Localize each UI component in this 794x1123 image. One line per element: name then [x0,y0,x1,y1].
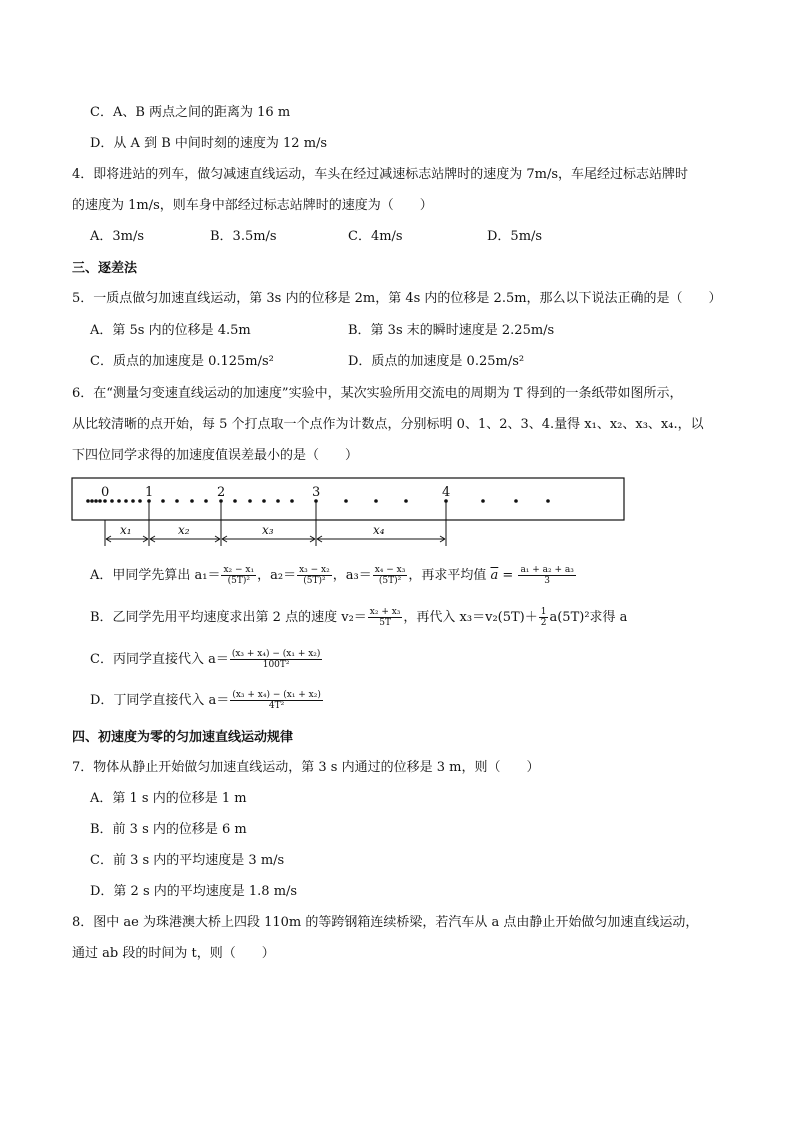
tape-dot [344,499,348,503]
tape-label-4: 4 [442,485,451,500]
q6-option-d: D．丁同学直接代入 a＝ $\frac{\text{(x₃ + x₄) − (x₁ + x₂)}}{\text{4T²}}$ [90,690,321,711]
tape-dot [546,499,550,503]
tape-dot [233,499,237,503]
paper-tape-figure [70,476,630,548]
q7-option-d: D．第 2 s 内的平均速度是 1.8 m/s [90,884,298,899]
tape-dot [262,499,266,503]
q5-option-a: A．第 5s 内的位移是 4.5m [90,323,251,338]
tape-dot [117,499,121,503]
tape-label-0: 0 [101,485,110,500]
q6-stem-line3: 下四位同学求得的加速度值误差最小的是（ ） [72,448,359,463]
tape-dot [248,499,252,503]
q8-stem-line2: 通过 ab 段的时间为 t，则（ ） [72,946,275,961]
x3-label: x₃ [262,523,274,537]
q4-stem-line1: 4．即将进站的列车，做匀减速直线运动，车头在经过减速标志站牌时的速度为 7m/s，车尾经过标志站牌时 [72,167,689,182]
q5-option-d: D．质点的加速度是 0.25m/s² [348,354,525,369]
tape-dot [276,499,280,503]
q5-option-c: C．质点的加速度是 0.125m/s² [90,354,274,369]
q4-stem-line2: 的速度为 1m/s，则车身中部经过标志站牌时的速度为（ ） [72,198,433,213]
q4-option-a: A．3m/s [90,229,145,244]
q6-option-b: B．乙同学先用平均速度求出第 2 点的速度 v₂＝ $\frac{\text{x₂ + x₃}}{5T}$ ，再代入 x₃＝v₂(5T)＋ $\frac{1}{2}$ a(5T)²求得 a [90,607,628,628]
tape-dot [481,499,485,503]
tape-dot [124,499,128,503]
q8-stem-line1: 8．图中 ae 为珠港澳大桥上四段 110m 的等跨钢箱连续桥梁，若汽车从 a 点由静止开始做匀加速直线运动， [72,915,699,930]
tape-dot [110,499,114,503]
q5-stem: 5．一质点做匀加速直线运动，第 3s 内的位移是 2m，第 4s 内的位移是 2.5m，那么以下说法正确的是（ ） [72,291,722,306]
section-heading-3: 三、逐差法 [72,261,138,276]
tape-dot [404,499,408,503]
x1-label: x₁ [120,523,132,537]
q3-option-d: D．从 A 到 B 中间时刻的速度为 12 m/s [90,136,328,151]
q7-option-a: A．第 1 s 内的位移是 1 m [90,791,247,806]
tape-dot [514,499,518,503]
tape-dot [161,499,165,503]
q7-stem: 7．物体从静止开始做匀加速直线运动，第 3 s 内通过的位移是 3 m，则（ ） [72,760,540,775]
tape-dot [204,499,208,503]
q6-option-c: C．丙同学直接代入 a＝ $\frac{\text{(x₃ + x₄) − (x₁ + x₂)}}{\text{100T²}}$ [90,649,321,670]
q3-option-c: C．A、B 两点之间的距离为 16 m [90,105,291,120]
q4-option-b: B．3.5m/s [210,229,277,244]
tape-dot [374,499,378,503]
tape-dot [131,499,135,503]
tape-dot [138,499,142,503]
tape-dot [90,499,94,503]
q6-stem-line2: 从比较清晰的点开始，每 5 个打点取一个点作为计数点，分别标明 0、1、2、3、4.量得 x₁、x₂、x₃、x₄.，以 [72,417,704,432]
x4-label: x₄ [373,523,385,537]
tape-label-1: 1 [145,485,154,500]
tape-label-2: 2 [217,485,226,500]
q5-option-b: B．第 3s 末的瞬时速度是 2.25m/s [348,323,555,338]
tape-label-3: 3 [312,485,321,500]
x2-label: x₂ [178,523,190,537]
q7-option-c: C．前 3 s 内的平均速度是 3 m/s [90,853,285,868]
tape-dot [175,499,179,503]
section-heading-4: 四、初速度为零的匀加速直线运动规律 [72,730,294,745]
q6-stem-line1: 6．在“测量匀变速直线运动的加速度”实验中，某次实验所用交流电的周期为 T 得到的一条纸带如图所示， [72,386,683,401]
tape-dot [86,499,90,503]
tape-dot [94,499,98,503]
q4-option-d: D．5m/s [487,229,543,244]
q7-option-b: B．前 3 s 内的位移是 6 m [90,822,247,837]
tape-dot [190,499,194,503]
q6-option-a: A．甲同学先算出 a₁＝ $\frac{\text{x₂ − x₁}}{\text{(5T)²}}$ ，a₂＝ $\frac{\text{x₃ − x₂}}{\text{(5T)²}}$ ，a₃＝ $\frac{\text{x₄ − x₃}}{\text{(5T)²}}$ ，再求平均值 $\overline{a}$ = $\frac{\text{a₁ + a₂ + a₃}}{3}$ [90,565,574,586]
tape-dot [290,499,294,503]
q4-option-c: C．4m/s [348,229,403,244]
